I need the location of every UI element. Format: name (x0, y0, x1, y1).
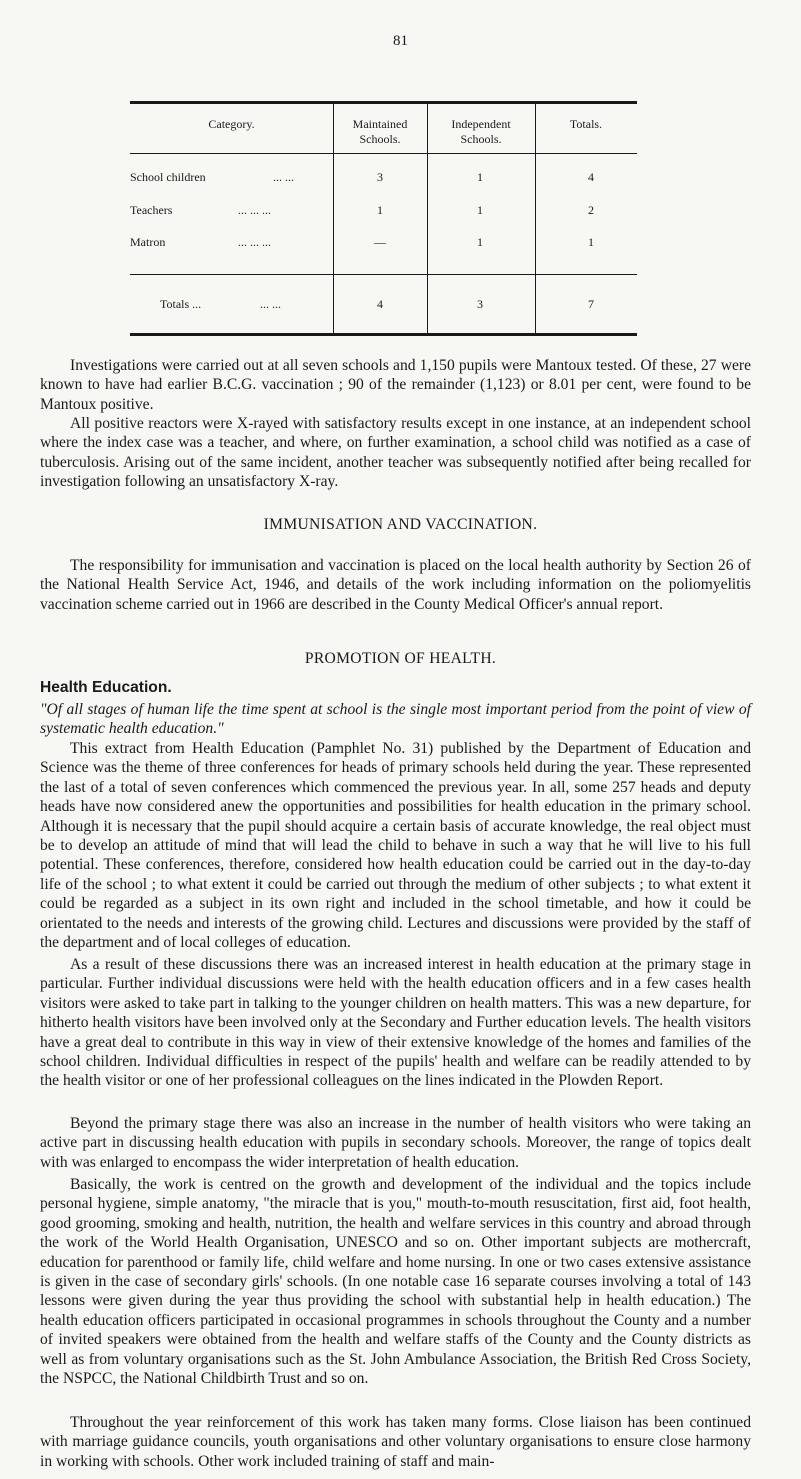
totals-total: 7 (588, 297, 594, 311)
header-maintained (333, 117, 427, 147)
statistics-table (130, 101, 637, 338)
header-independent-line2: Schools. (460, 132, 502, 146)
cell-independent: 1 (477, 170, 483, 184)
heading-immunisation: IMMUNISATION AND VACCINATION. (263, 516, 538, 533)
header-totals: Totals. (569, 117, 603, 131)
heading-health-education: Health Education. (40, 679, 172, 696)
row-leader: ... ... ... (238, 235, 271, 249)
quote-health-education: "Of all stages of human life the time spent at school is the single most important period from the point of view of systematic health education." (40, 701, 751, 738)
table-top-rule (130, 101, 637, 104)
row-leader: ... ... ... (238, 203, 271, 217)
paragraph-secondary: Beyond the primary stage there was also an increase in the number of health visitors who were taking an active part in discussing health education with pupils in secondary schools. Moreover, the range of topics dealt with was enlarged to encompass the wider interpretation of health education. (40, 1115, 751, 1171)
cell-independent: 1 (477, 203, 483, 217)
totals-independent: 3 (477, 297, 483, 311)
paragraph-conferences: This extract from Health Education (Pamphlet No. 31) published by the Department of Education and Science was the theme of three conferences for heads of primary schools held during the year. These represented the last of a total of seven conferences which commenced the previous year. In all, some 257 heads and deputy heads have now considered anew the opportunities and possibilities for health education in the primary school. Although it is necessary that the pupil should acquire a certain basis of accurate knowledge, the real object must be to develop an attitude of mind that will lead the child to behave in such a way that he will live to his full potential. These conferences, therefore, considered how health education could be carried out in the day-to-day life of the school ; to what extent it could be carried out through the medium of other subjects ; to what extent it could be regarded as a subject in its own right and included in the school timetable, and how it could be orientated to the needs and interests of the growing child. Lectures and discussions were provided by the staff of the department and of local colleges of education. (40, 740, 751, 952)
row-leader: ... ... (273, 170, 294, 184)
page-number: 81 (393, 33, 408, 49)
cell-total: 2 (588, 203, 594, 217)
paragraph-reinforcement: Throughout the year reinforcement of this work has taken many forms. Close liaison has been continued with marriage guidance councils, youth organisations and other voluntary organisations to ensure close harmony in working with schools. Other work included training of staff and main- (40, 1414, 751, 1470)
cell-total: 1 (588, 235, 594, 249)
table-totals-rule (130, 274, 637, 275)
heading-promotion: PROMOTION OF HEALTH. (304, 650, 497, 667)
header-independent-line1: Independent (451, 117, 511, 131)
row-label: Teachers (130, 203, 173, 217)
table-bottom-rule (130, 333, 637, 336)
totals-leader: ... ... (260, 297, 281, 311)
header-independent (427, 117, 535, 147)
row-label: School children (130, 170, 206, 184)
paragraph-reactors: All positive reactors were X-rayed with satisfactory results except in one instance, at an independent school where the index case was a teacher, and where, on further examination, a school child was notified as a case of tuberculosis. Arising out of the same incident, another teacher was subsequently notified after being recalled for investigation following an unsatisfactory X-ray. (40, 415, 751, 491)
totals-label: Totals ... (160, 297, 202, 311)
cell-independent: 1 (477, 235, 483, 249)
header-maintained-line2: Schools. (359, 132, 401, 146)
table-header-rule (130, 153, 637, 154)
paragraph-topics: Basically, the work is centred on the growth and development of the individual and the topics include personal hygiene, simple anatomy, "the miracle that is you," mouth-to-mouth resuscitation, first aid, foot health, good grooming, smoking and health, nutrition, the health and welfare services in this country and abroad through the work of the World Health Organisation, UNESCO and so on. Other important subjects are mothercraft, education for parenthood or family life, child welfare and home nursing. In one or two cases extensive assistance is given in the case of secondary girls' schools. (In one notable case 16 separate courses involving a total of 143 lessons were given during the year thus providing the school with substantial help in health education.) The health education officers participated in occasional programmes in schools throughout the County and a number of invited speakers were obtained from the health and welfare staffs of the County and the County districts as well as from voluntary organisations such as the St. John Ambulance Association, the British Red Cross Society, the NSPCC, the National Childbirth Trust and so on. (40, 1176, 751, 1388)
paragraph-immunisation: The responsibility for immunisation and vaccination is placed on the local health authority by Section 26 of the National Health Service Act, 1946, and details of the work including information on the poliomyelitis vaccination scheme carried out in 1966 are described in the County Medical Officer's annual report. (40, 557, 751, 613)
cell-maintained: 3 (377, 170, 383, 184)
cell-maintained: — (374, 235, 386, 249)
totals-maintained: 4 (377, 297, 383, 311)
cell-maintained: 1 (377, 203, 383, 217)
cell-total: 4 (588, 170, 594, 184)
header-category: Category. (208, 117, 255, 131)
header-maintained-line1: Maintained (352, 117, 408, 131)
paragraph-primary-stage: As a result of these discussions there was an increased interest in health education at the primary stage in particular. Further individual discussions were held with the health education officers and in a few cases health visitors were asked to take part in talking to the younger children on health matters. This was a new departure, for hitherto health visitors have been involved only at the Secondary and Further education levels. The health visitors have a great deal to contribute in this way in view of their extensive knowledge of the homes and families of the school children. Individual difficulties in respect of the pupils' health and welfare can be readily attended to by the health visitor or one of her professional colleagues on the lines indicated in the Plowden Report. (40, 956, 751, 1090)
table-divider (535, 104, 536, 333)
paragraph-mantoux: Investigations were carried out at all seven schools and 1,150 pupils were Mantoux tested. Of these, 27 were known to have had earlier B.C.G. vaccination ; 90 of the remainder (1,123) or 8.01 per cent, were found to be Mantoux positive. (40, 357, 751, 413)
row-label: Matron (130, 235, 166, 249)
